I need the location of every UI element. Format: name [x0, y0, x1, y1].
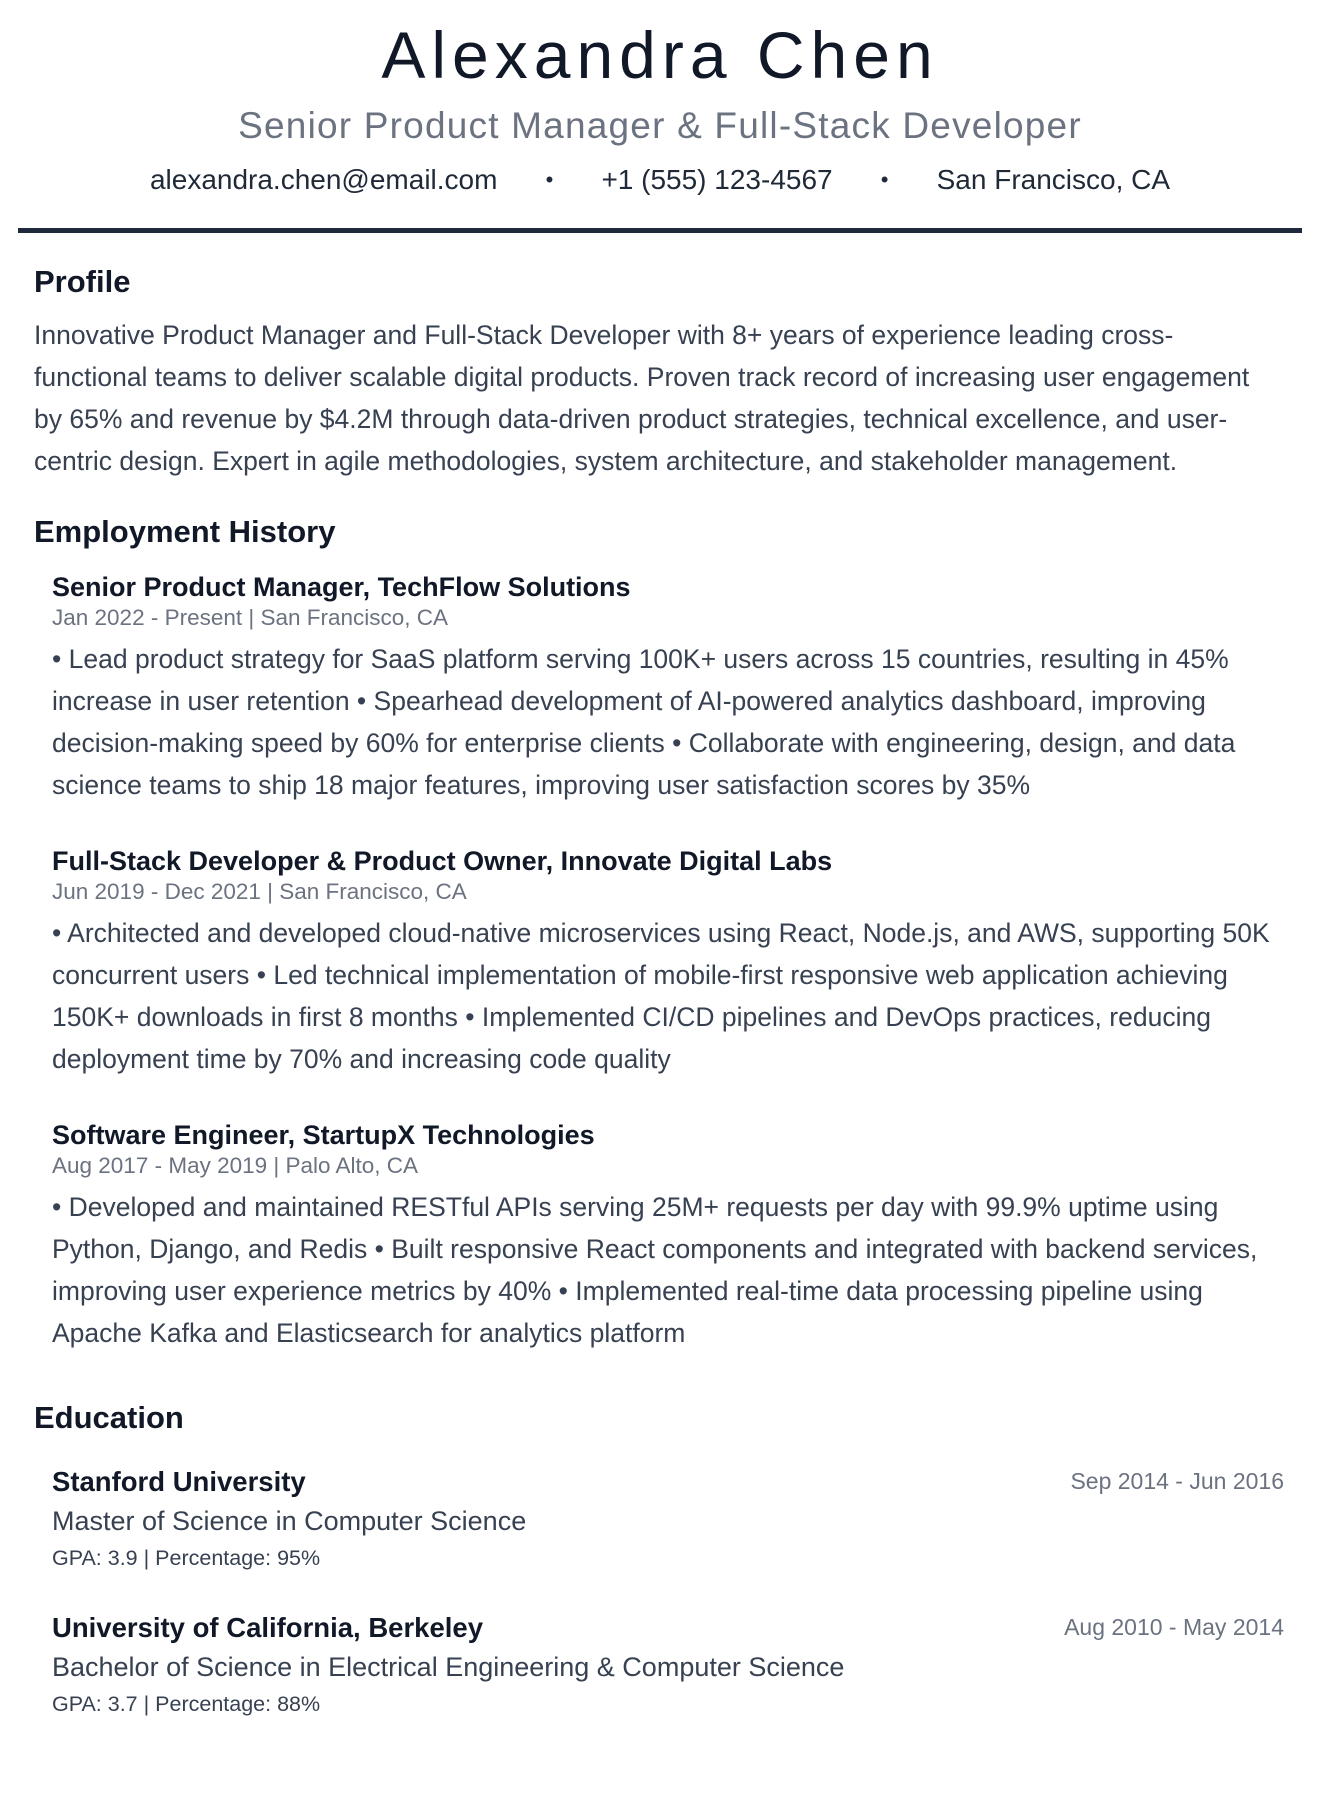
gpa: GPA: 3.9 | Percentage: 95% — [52, 1546, 321, 1570]
job-entry — [52, 844, 1284, 1080]
contact-separator: • — [545, 167, 554, 192]
resume-header — [0, 0, 1320, 196]
job-title: Full-Stack Developer & Product Owner, Innovate Digital Labs — [52, 846, 833, 876]
job-title: Software Engineer, StartupX Technologies — [52, 1120, 595, 1150]
degree: Bachelor of Science in Electrical Engineering & Computer Science — [52, 1652, 845, 1682]
contact-phone: +1 (555) 123-4567 — [601, 164, 833, 195]
gpa: GPA: 3.7 | Percentage: 88% — [52, 1692, 321, 1716]
degree: Master of Science in Computer Science — [52, 1506, 527, 1536]
job-description: • Developed and maintained RESTful APIs serving 25M+ requests per day with 99.9% uptime using Python, Django, and Redis • Built responsive React components and integrated with backend services, improving user experience metrics by 40% • Implemented real-time data processing pipeline using Apache Kafka and Elasticsearch for analytics platform — [52, 1192, 1258, 1348]
school-name: University of California, Berkeley — [52, 1612, 483, 1643]
job-meta: Jun 2019 - Dec 2021 | San Francisco, CA — [52, 879, 467, 904]
job-meta: Jan 2022 - Present | San Francisco, CA — [52, 605, 449, 630]
job-description: • Lead product strategy for SaaS platform serving 100K+ users across 15 countries, resulting in 45% increase in user retention • Spearhead development of AI-powered analytics dashboard, improving decision-making speed by 60% for enterprise clients • Collaborate with engineering, design, and data science teams to ship 18 major features, improving user satisfaction scores by 35% — [52, 644, 1236, 800]
education-dates: Aug 2010 - May 2014 — [1064, 1614, 1284, 1640]
job-entry — [52, 570, 1284, 806]
resume-body — [34, 262, 1284, 1720]
education-entry — [52, 1610, 1284, 1720]
candidate-name: Alexandra Chen — [381, 18, 939, 92]
contact-separator: • — [880, 167, 889, 192]
employment-heading: Employment History — [34, 514, 336, 549]
profile-text: Innovative Product Manager and Full-Stack Developer with 8+ years of experience leading cross-functional teams to deliver scalable digital products. Proven track record of increasing user engagement by 65% and revenue by $4.2M through data-driven product strategies, technical excellence, and user-centric design. Expert in agile methodologies, system architecture, and stakeholder management. — [34, 320, 1250, 476]
header-divider — [18, 228, 1302, 233]
education-entry — [52, 1464, 1284, 1574]
school-name: Stanford University — [52, 1466, 306, 1497]
education-heading: Education — [34, 1400, 184, 1435]
education-section — [34, 1398, 1284, 1720]
job-title: Senior Product Manager, TechFlow Solutions — [52, 572, 631, 602]
job-description: • Architected and developed cloud-native microservices using React, Node.js, and AWS, supporting 50K concurrent users • Led technical implementation of mobile-first responsive web application achieving 150K+ downloads in first 8 months • Implemented CI/CD pipelines and DevOps practices, reducing deployment time by 70% and increasing code quality — [52, 918, 1270, 1074]
candidate-title: Senior Product Manager & Full-Stack Developer — [238, 105, 1082, 146]
contact-email: alexandra.chen@email.com — [149, 164, 498, 195]
profile-section — [34, 262, 1284, 482]
employment-section — [34, 512, 1284, 1354]
profile-heading: Profile — [34, 264, 131, 299]
contact-line — [0, 164, 1320, 196]
education-dates: Sep 2014 - Jun 2016 — [1070, 1468, 1284, 1494]
contact-location: San Francisco, CA — [936, 164, 1171, 195]
job-meta: Aug 2017 - May 2019 | Palo Alto, CA — [52, 1153, 419, 1178]
job-entry — [52, 1118, 1284, 1354]
